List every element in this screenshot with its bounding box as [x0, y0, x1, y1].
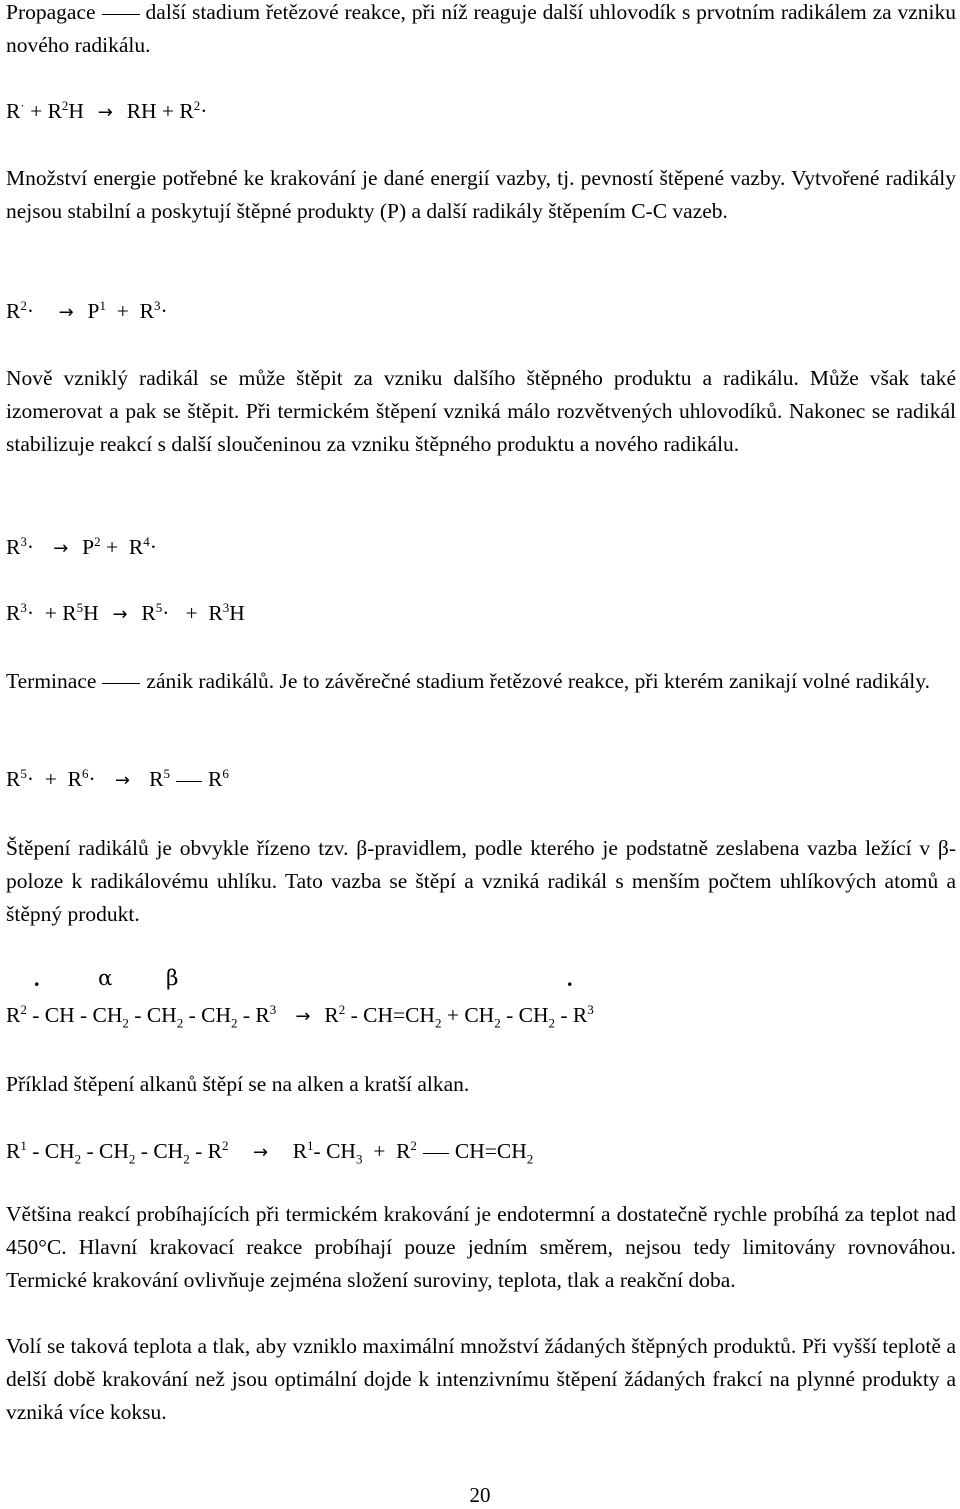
paragraph-priklad: Příklad štěpení alkanů štěpí se na alken a kratší alkan. — [6, 1072, 470, 1096]
propagace-text: další stadium řetězové reakce, při níž reaguje další uhlovodík s prvotním radikálem za vzniku nového radikálu. — [6, 0, 956, 57]
paragraph-nove: Nově vzniklý radikál se může štěpit za vzniku dalšího štěpného produktu a radikálu. Může však také izomerovat a pak se štěpit. Při termickém štěpení vzniká málo rozvětvených uhlovodíků. Nakonec se radikál stabilizuje reakcí s další sloučeninou za vzniku štěpného produktu a nového radikálu. — [6, 366, 956, 456]
bond-line — [423, 1153, 449, 1154]
arrow-icon: → — [295, 1006, 311, 1027]
page-number: 20 — [469, 1483, 491, 1507]
alpha-label: α — [98, 966, 113, 991]
paragraph-propagace — [6, 0, 956, 62]
bond-line — [176, 781, 202, 782]
document-page: Propagace další stadium řetězové reakce, při níž reaguje další uhlovodík s prvotním radikálem za vzniku nového radikálu. $R^\cdot + R^2H$ → RH + $R^2\cdot$ Množství energie potřebné ke krakování je dané energií vazby, tj. pevností štěpené vazby. Vytvořené radikály nejsou stabilní a poskytují štěpné produkty (P) a další radikály štěpením C-C vazeb. $R^2\cdot \to P^1 + R^3\cdot$ Nově vzniklý radikál se může štěpit za vzniku dalšího štěpného produktu a radikálu. Může však také izomerovat a pak se štěpit. Při termickém štěpení vzniká málo rozvětvených uhlovodíků. Nakonec se radikál stabilizuje reakcí s další sloučeninou za vzniku štěpného produktu a nového radikálu. $R^3\cdot \to P^2 + R^4\cdot$ $R^3\cdot + R^5H \to R^5\cdot + R^3H$ Terminace zánik radikálů. Je to závěrečné stadium řetězové reakce, při kterém zanikají volné radikály. $R^5\cdot + R^6\cdot \to R^5$ $R^6$ Štěpení radikálů je obvykle řízeno tzv. β-pravidlem, podle kterého je podstatně zeslabena vazba ležící v β-poloze k radikálovému uhlíku. Tato vazba se štěpí a vzniká radikál s menším počtem uhlíkových atomů a štěpný produkt. . α β . $R^2$ - CH - $CH_2 - CH_2 - CH_2 - R^3 \to R^2 - CH=CH_2 + CH_2 - CH_2 - R^3$ Příklad štěpení alkanů štěpí se na alken a kratší alkan. $R^1 - CH_2 - CH_2 - CH_2 - R^2$ → $R^1-$ $CH_3 + R^2$ $CH=CH_2$ Většina reakcí probíhajících při termickém krakování je endotermní a dostatečně rychle probíhá za teplot nad 450°C. Hlavní krakovací reakce probíhají pouze jedním směrem, nejsou tedy limitovány rovnováhou. Termické krakování ovlivňuje zejména složení suroviny, teplota, tlak a reakční doba. Volí se taková teplota a tlak, aby vzniklo maximální množství žádaných štěpných produktů. Při vyšší teplotě a delší době krakování než jsou optimální dojde k intenzivnímu štěpení žádaných frakcí na plynné produkty a vzniká více koksu. 20 — [0, 0, 960, 1509]
paragraph-terminace — [6, 665, 956, 698]
arrow-icon: → — [53, 538, 69, 559]
em-dash — [102, 683, 140, 684]
equation-scission-2: $R^3\cdot \to P^2 + R^4\cdot$ — [6, 532, 157, 564]
arrow-icon: → — [253, 1142, 269, 1163]
arrow-icon: → — [114, 770, 130, 791]
paragraph-stepeni: Štěpení radikálů je obvykle řízeno tzv. β-pravidlem, podle kterého je podstatně zeslabena vazba ležící v β-poloze k radikálovému uhlíku. Tato vazba se štěpí a vzniká radikál s menším počtem uhlíkových atomů a štěpný produkt. — [6, 836, 956, 926]
terminace-text: zánik radikálů. Je to závěrečné stadium řetězové reakce, při kterém zanikají volné radikály. — [146, 669, 930, 693]
paragraph-voli: Volí se taková teplota a tlak, aby vzniklo maximální množství žádaných štěpných produktů. Při vyšší teplotě a delší době krakování než jsou optimální dojde k intenzivnímu štěpení žádaných frakcí na plynné produkty a vzniká více koksu. — [6, 1334, 956, 1424]
arrow-icon: → — [97, 102, 113, 123]
term-terminace: Terminace — [6, 669, 97, 693]
equation-propagation: $R^\cdot + R^2H$ → RH + $R^2\cdot$ — [6, 96, 207, 128]
beta-label: β — [166, 966, 179, 991]
paragraph-vetsina: Většina reakcí probíhajících při termickém krakování je endotermní a dostatečně rychle probíhá za teplot nad 450°C. Hlavní krakovací reakce probíhají pouze jedním směrem, nejsou tedy limitovány rovnováhou. Termické krakování ovlivňuje zejména složení suroviny, teplota, tlak a reakční doba. — [6, 1202, 956, 1292]
equation-transfer: $R^3\cdot + R^5H \to R^5\cdot + R^3H$ — [6, 598, 245, 630]
em-dash — [102, 14, 140, 15]
arrow-icon: → — [58, 302, 74, 323]
equation-alkane-scission: $R^1 - CH_2 - CH_2 - CH_2 - R^2$ → $R^1-$ $CH_3 + R^2$ $CH=CH_2$ — [6, 1137, 534, 1167]
equation-beta-scission: $R^2$ - CH - $CH_2 - CH_2 - CH_2 - R^3 \to R^2 - CH=CH_2 + CH_2 - CH_2 - R^3$ — [6, 1001, 594, 1031]
arrow-icon: → — [112, 604, 128, 625]
equation-scission-1: $R^2\cdot \to P^1 + R^3\cdot$ — [6, 296, 168, 328]
paragraph-energie: Množství energie potřebné ke krakování je dané energií vazby, tj. pevností štěpené vazby. Vytvořené radikály nejsou stabilní a poskytují štěpné produkty (P) a další radikály štěpením C-C vazeb. — [6, 166, 956, 223]
equation-termination: $R^5\cdot + R^6\cdot \to R^5$ $R^6$ — [6, 764, 229, 796]
term-propagace: Propagace — [6, 0, 96, 24]
